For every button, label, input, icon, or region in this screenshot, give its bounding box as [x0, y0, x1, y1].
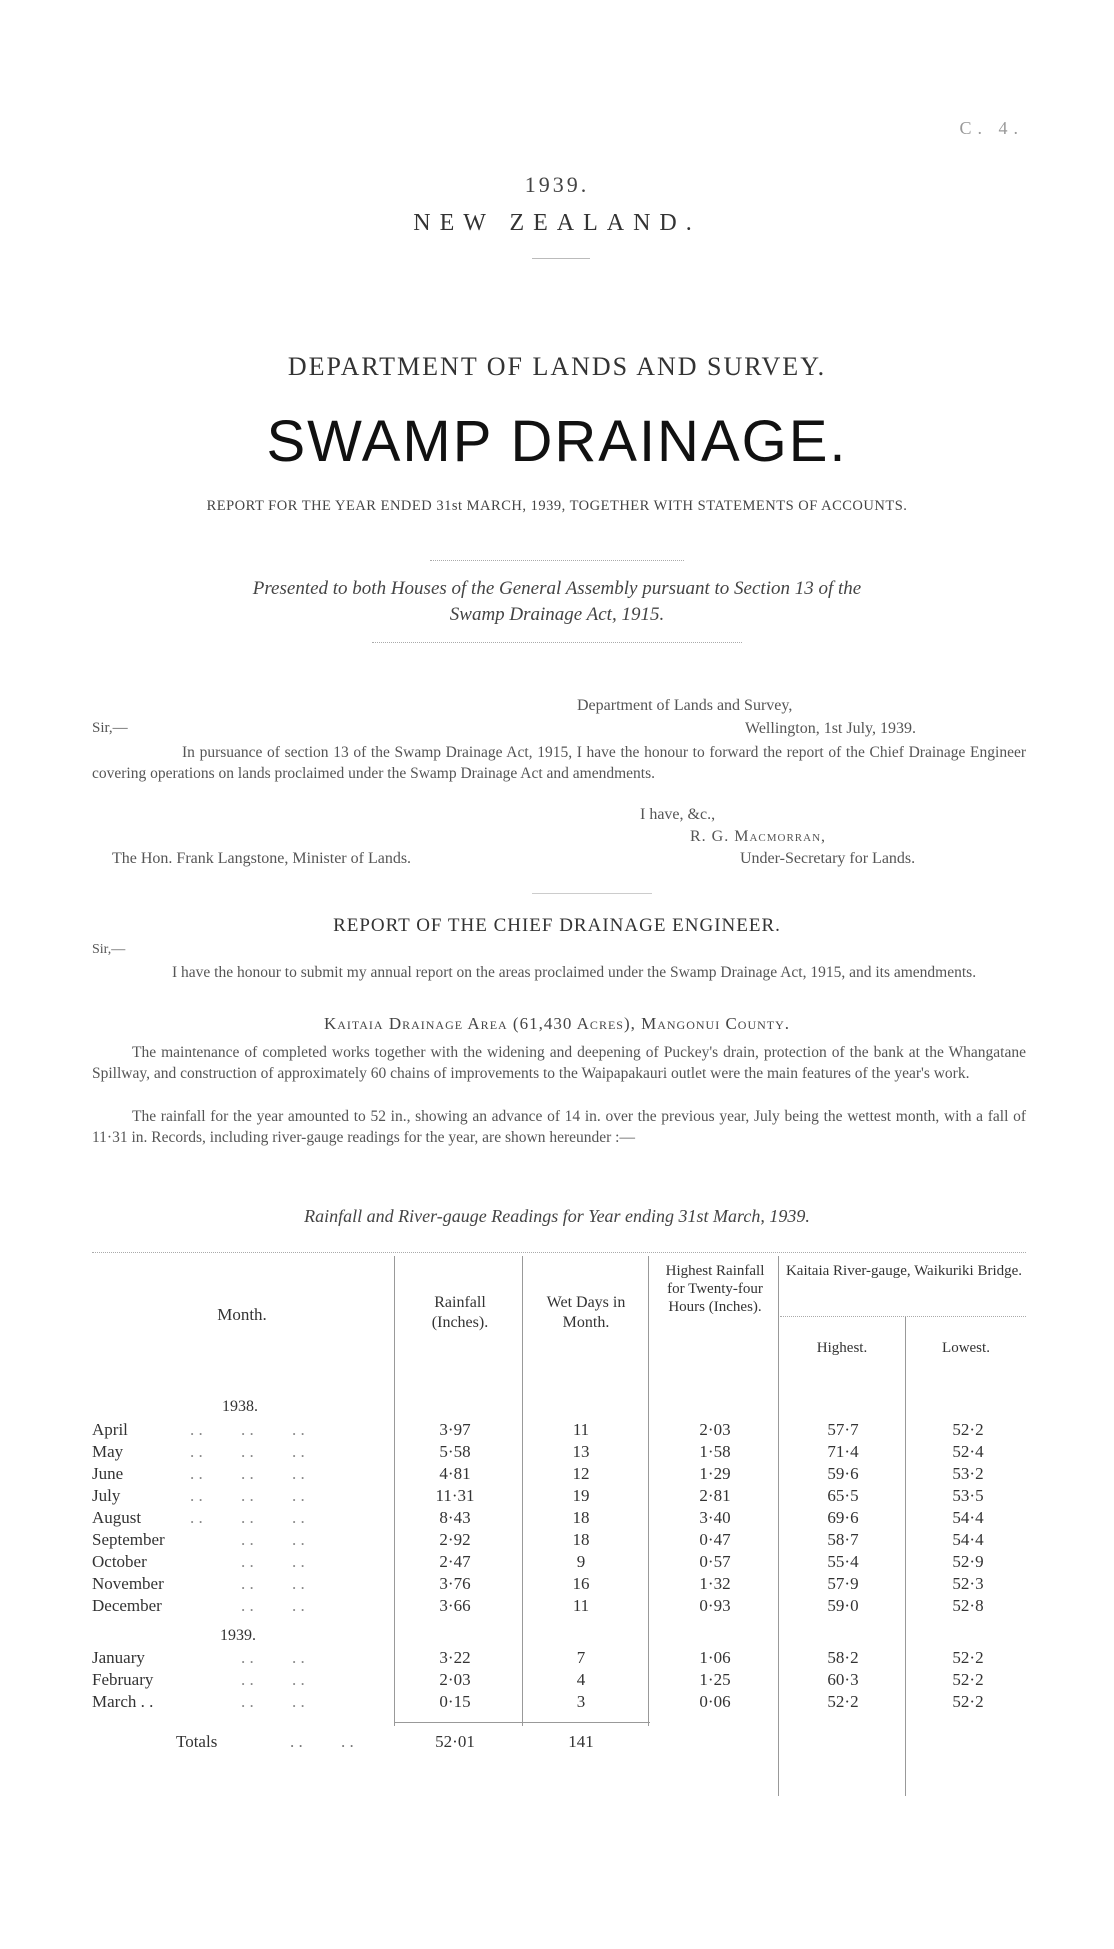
highest-cell: 57·9: [827, 1574, 859, 1593]
month-cell: November: [92, 1574, 164, 1593]
header-rainfall: Rainfall (Inches).: [431, 1294, 489, 1331]
rainfall-cell: 3·97: [439, 1420, 471, 1439]
letter-salutation: Sir,—: [92, 720, 128, 736]
month-cell: March . .: [92, 1692, 154, 1711]
report-paragraph-1: The maintenance of completed works together with the widening and deepening of Puckey's drain, protection of the bank at the Whangatane Spillway, and construction of approximately 60 chains of improvements to the Waipapakauri outlet were the main features of the year's work.: [92, 1044, 1026, 1082]
report-heading: REPORT OF THE CHIEF DRAINAGE ENGINEER.: [333, 915, 781, 936]
rainfall-cell: 2·92: [439, 1530, 471, 1549]
lowest-cell: 52·3: [952, 1574, 984, 1593]
dot-leader: . . . . . .: [190, 1508, 305, 1527]
table-caption: Rainfall and River-gauge Readings for Year ending 31st March, 1939.: [304, 1206, 810, 1226]
wet-cell: 13: [572, 1442, 590, 1461]
wet-cell: 9: [576, 1552, 586, 1571]
high24-cell: 2·81: [699, 1486, 731, 1505]
wet-cell: 19: [572, 1486, 590, 1505]
totals-leader: . . . .: [290, 1732, 354, 1751]
presented-line-1: Presented to both Houses of the General Assembly pursuant to Section 13 of the: [252, 578, 862, 599]
letter-body: In pursuance of section 13 of the Swamp Drainage Act, 1915, I have the honour to forward the report of the Chief Drainage Engineer covering operations on lands proclaimed under the Swamp Drainage Act and amendments.: [92, 744, 1026, 782]
year-label-1939: 1939.: [220, 1627, 256, 1644]
highest-cell: 65·5: [827, 1486, 859, 1505]
dot-leader: . . . . . .: [190, 1464, 305, 1483]
month-cell: December: [92, 1596, 162, 1615]
highest-cell: 71·4: [827, 1442, 859, 1461]
document-year: 1939.: [524, 172, 590, 197]
totals-wet-days: 141: [568, 1732, 594, 1751]
dot-leader: . . . .: [190, 1552, 305, 1571]
divider: [532, 893, 652, 894]
highest-cell: 55·4: [827, 1552, 859, 1571]
wet-cell: 18: [572, 1530, 590, 1549]
rainfall-cell: 5·58: [439, 1442, 471, 1461]
column-rule: [648, 1256, 649, 1726]
header-highest: Highest.: [816, 1340, 868, 1356]
high24-cell: 1·29: [699, 1464, 731, 1483]
letter-signer: R. G. Macmorran,: [690, 828, 827, 845]
column-rule: [522, 1256, 523, 1726]
divider: [372, 642, 742, 643]
month-cell: January: [92, 1648, 145, 1667]
month-cell: September: [92, 1530, 165, 1549]
dot-leader: . . . .: [190, 1574, 305, 1593]
high24-cell: 3·40: [699, 1508, 731, 1527]
high24-cell: 1·06: [699, 1648, 731, 1667]
wet-cell: 16: [572, 1574, 590, 1593]
wet-cell: 11: [572, 1420, 590, 1439]
dot-leader: . . . .: [190, 1530, 305, 1549]
high24-cell: 1·58: [699, 1442, 731, 1461]
lowest-cell: 53·2: [952, 1464, 984, 1483]
lowest-cell: 52·2: [952, 1420, 984, 1439]
high24-cell: 0·57: [699, 1552, 731, 1571]
column-rule: [905, 1316, 906, 1796]
letter-signer-title: Under-Secretary for Lands.: [740, 850, 916, 867]
divider: [532, 258, 590, 259]
wet-cell: 7: [576, 1648, 586, 1667]
dot-leader: . . . . . .: [190, 1486, 305, 1505]
highest-cell: 52·2: [827, 1692, 859, 1711]
rainfall-cell: 11·31: [435, 1486, 475, 1505]
letter-from-line-1: Department of Lands and Survey,: [577, 697, 793, 714]
high24-cell: 2·03: [699, 1420, 731, 1439]
wet-cell: 12: [572, 1464, 590, 1483]
lowest-cell: 52·2: [952, 1670, 984, 1689]
month-cell: June: [92, 1464, 124, 1483]
rainfall-cell: 3·76: [439, 1574, 471, 1593]
wet-cell: 11: [572, 1596, 590, 1615]
month-cell: August: [92, 1508, 142, 1527]
high24-cell: 1·25: [699, 1670, 731, 1689]
dot-leader: . . . .: [190, 1670, 305, 1689]
month-cell: May: [92, 1442, 124, 1461]
lowest-cell: 54·4: [952, 1530, 984, 1549]
dot-leader: . . . .: [190, 1596, 305, 1615]
header-lowest: Lowest.: [942, 1340, 990, 1356]
month-cell: April: [92, 1420, 128, 1439]
highest-cell: 58·2: [827, 1648, 859, 1667]
wet-cell: 18: [572, 1508, 590, 1527]
document-subtitle: REPORT FOR THE YEAR ENDED 31st MARCH, 1939, TOGETHER WITH STATEMENTS OF ACCOUNTS.: [206, 498, 908, 514]
dot-leader: . . . .: [190, 1648, 305, 1667]
divider: [430, 560, 684, 561]
dot-leader: . . . .: [190, 1692, 305, 1711]
document-title: SWAMP DRAINAGE.: [266, 409, 848, 474]
report-intro: I have the honour to submit my annual report on the areas proclaimed under the Swamp Drainage Act, 1915, and its amendments.: [172, 964, 977, 981]
rainfall-cell: 2·03: [439, 1670, 471, 1689]
lowest-cell: 54·4: [952, 1508, 984, 1527]
lowest-cell: 52·4: [952, 1442, 984, 1461]
rainfall-cell: 0·15: [439, 1692, 471, 1711]
column-rule: [394, 1256, 395, 1726]
high24-cell: 0·06: [699, 1692, 731, 1711]
rainfall-cell: 3·66: [439, 1596, 471, 1615]
rainfall-cell: 4·81: [439, 1464, 471, 1483]
dot-leader: . . . . . .: [190, 1420, 305, 1439]
header-month: Month.: [217, 1305, 267, 1324]
totals-rainfall: 52·01: [435, 1732, 475, 1751]
high24-cell: 0·47: [699, 1530, 731, 1549]
month-cell: October: [92, 1552, 147, 1571]
table-top-rule: [92, 1252, 1026, 1253]
gauge-subheader-rule: [780, 1316, 1026, 1317]
high24-cell: 0·93: [699, 1596, 731, 1615]
year-label-1938: 1938.: [222, 1398, 258, 1415]
rainfall-cell: 3·22: [439, 1648, 471, 1667]
highest-cell: 69·6: [827, 1508, 859, 1527]
header-highest-fall: Highest Rainfall for Twenty-four Hours (Inches).: [665, 1263, 765, 1315]
totals-rule: [394, 1722, 650, 1723]
rainfall-cell: 8·43: [439, 1508, 471, 1527]
month-cell: July: [92, 1486, 121, 1505]
highest-cell: 57·7: [827, 1420, 859, 1439]
wet-cell: 3: [576, 1692, 586, 1711]
letter-from-line-2: Wellington, 1st July, 1939.: [745, 720, 917, 737]
department-heading: DEPARTMENT OF LANDS AND SURVEY.: [287, 352, 827, 381]
highest-cell: 60·3: [827, 1670, 859, 1689]
lowest-cell: 52·2: [952, 1692, 984, 1711]
highest-cell: 59·6: [827, 1464, 859, 1483]
lowest-cell: 52·8: [952, 1596, 984, 1615]
lowest-cell: 52·2: [952, 1648, 984, 1667]
dot-leader: . . . . . .: [190, 1442, 305, 1461]
totals-label: Totals: [176, 1732, 218, 1751]
letter-closing: I have, &c.,: [640, 806, 716, 823]
wet-cell: 4: [576, 1670, 586, 1689]
column-rule: [778, 1256, 779, 1796]
month-cell: February: [92, 1670, 154, 1689]
letter-addressee: The Hon. Frank Langstone, Minister of Lands.: [112, 850, 412, 867]
highest-cell: 59·0: [827, 1596, 859, 1615]
area-heading: Kaitaia Drainage Area (61,430 Acres), Mangonui County.: [323, 1014, 791, 1033]
lowest-cell: 52·9: [952, 1552, 984, 1571]
header-wet-days: Wet Days in Month.: [546, 1294, 626, 1331]
high24-cell: 1·32: [699, 1574, 731, 1593]
report-paragraph-2: The rainfall for the year amounted to 52 in., showing an advance of 14 in. over the previous year, July being the wettest month, with a fall of 11·31 in. Records, including river-gauge readings for the year, are shown hereunder :—: [92, 1108, 1026, 1146]
country-heading: NEW ZEALAND.: [413, 210, 701, 236]
page-reference: C. 4.: [959, 118, 1024, 138]
presented-line-2: Swamp Drainage Act, 1915.: [449, 604, 665, 625]
highest-cell: 58·7: [827, 1530, 859, 1549]
report-salutation: Sir,—: [92, 942, 126, 957]
header-gauge-group: Kaitaia River-gauge, Waikuriki Bridge.: [785, 1263, 1023, 1279]
rainfall-cell: 2·47: [439, 1552, 471, 1571]
lowest-cell: 53·5: [952, 1486, 984, 1505]
